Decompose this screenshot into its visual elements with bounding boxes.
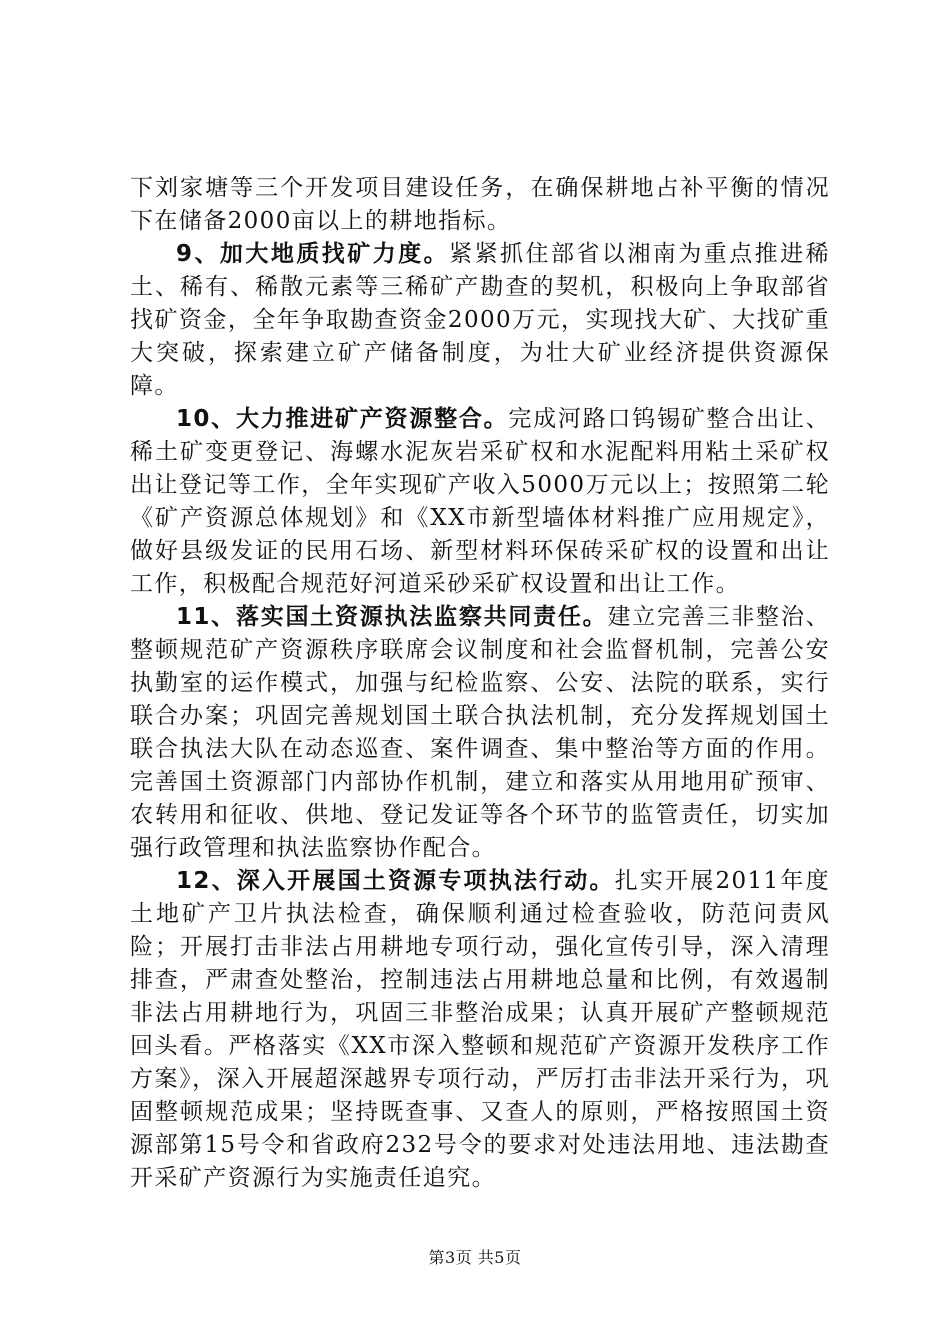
paragraph-heading: 12、深入开展国土资源专项执法行动。	[176, 868, 615, 894]
paragraph-item-12	[130, 865, 830, 1195]
paragraph-text: 下刘家塘等三个开发项目建设任务，在确保耕地占补平衡的情况下在储备2000亩以上的耕地指标。	[130, 175, 830, 234]
page-footer	[0, 1245, 950, 1268]
paragraph-text: 完成河路口钨锡矿整合出让、稀土矿变更登记、海螺水泥灰岩采矿权和水泥配料用粘土采矿权出让登记等工作，全年实现矿产收入5000万元以上；按照第二轮《矿产资源总体规划》和《XX市新型墙体材料推广应用规定》，做好县级发证的民用石场、新型材料环保砖采矿权的设置和出让工作，积极配合规范好河道采砂采矿权设置和出让工作。	[130, 406, 831, 597]
paragraph-text: 建立完善三非整治、整顿规范矿产资源秩序联席会议制度和社会监督机制，完善公安执勤室的运作模式，加强与纪检监察、公安、法院的联系，实行联合办案；巩固完善规划国土联合执法机制，充分发挥规划国土联合执法大队在动态巡查、案件调查、集中整治等方面的作用。完善国土资源部门内部协作机制，建立和落实从用地用矿预审、农转用和征收、供地、登记发证等各个环节的监管责任，切实加强行政管理和执法监察协作配合。	[130, 604, 830, 861]
paragraph-text: 紧紧抓住部省以湘南为重点推进稀土、稀有、稀散元素等三稀矿产勘查的契机，积极向上争取部省找矿资金，全年争取勘查资金2000万元，实现找大矿、大找矿重大突破，探索建立矿产储备制度，为壮大矿业经济提供资源保障。	[130, 241, 831, 399]
paragraph-heading: 10、大力推进矿产资源整合。	[176, 406, 509, 432]
paragraph-continuation	[130, 172, 830, 238]
paragraph-item-9	[130, 238, 830, 403]
document-body	[130, 172, 830, 1195]
paragraph-item-10	[130, 403, 830, 601]
paragraph-heading: 9、加大地质找矿力度。	[176, 241, 450, 267]
paragraph-heading: 11、落实国土资源执法监察共同责任。	[176, 604, 608, 630]
paragraph-text: 扎实开展2011年度土地矿产卫片执法检查，确保顺利通过检查验收，防范问责风险；开展打击非法占用耕地专项行动，强化宣传引导，深入清理排查，严肃查处整治，控制违法占用耕地总量和比例，有效遏制非法占用耕地行为，巩固三非整治成果；认真开展矿产整顿规范回头看。严格落实《XX市深入整顿和规范矿产资源开发秩序工作方案》，深入开展超深越界专项行动，严厉打击非法开采行为，巩固整顿规范成果；坚持既查事、又查人的原则，严格按照国土资源部第15号令和省政府232号令的要求对处违法用地、违法勘查开采矿产资源行为实施责任追究。	[130, 868, 830, 1191]
paragraph-item-11	[130, 601, 830, 865]
page-number-label: 第3页 共5页	[428, 1248, 522, 1267]
